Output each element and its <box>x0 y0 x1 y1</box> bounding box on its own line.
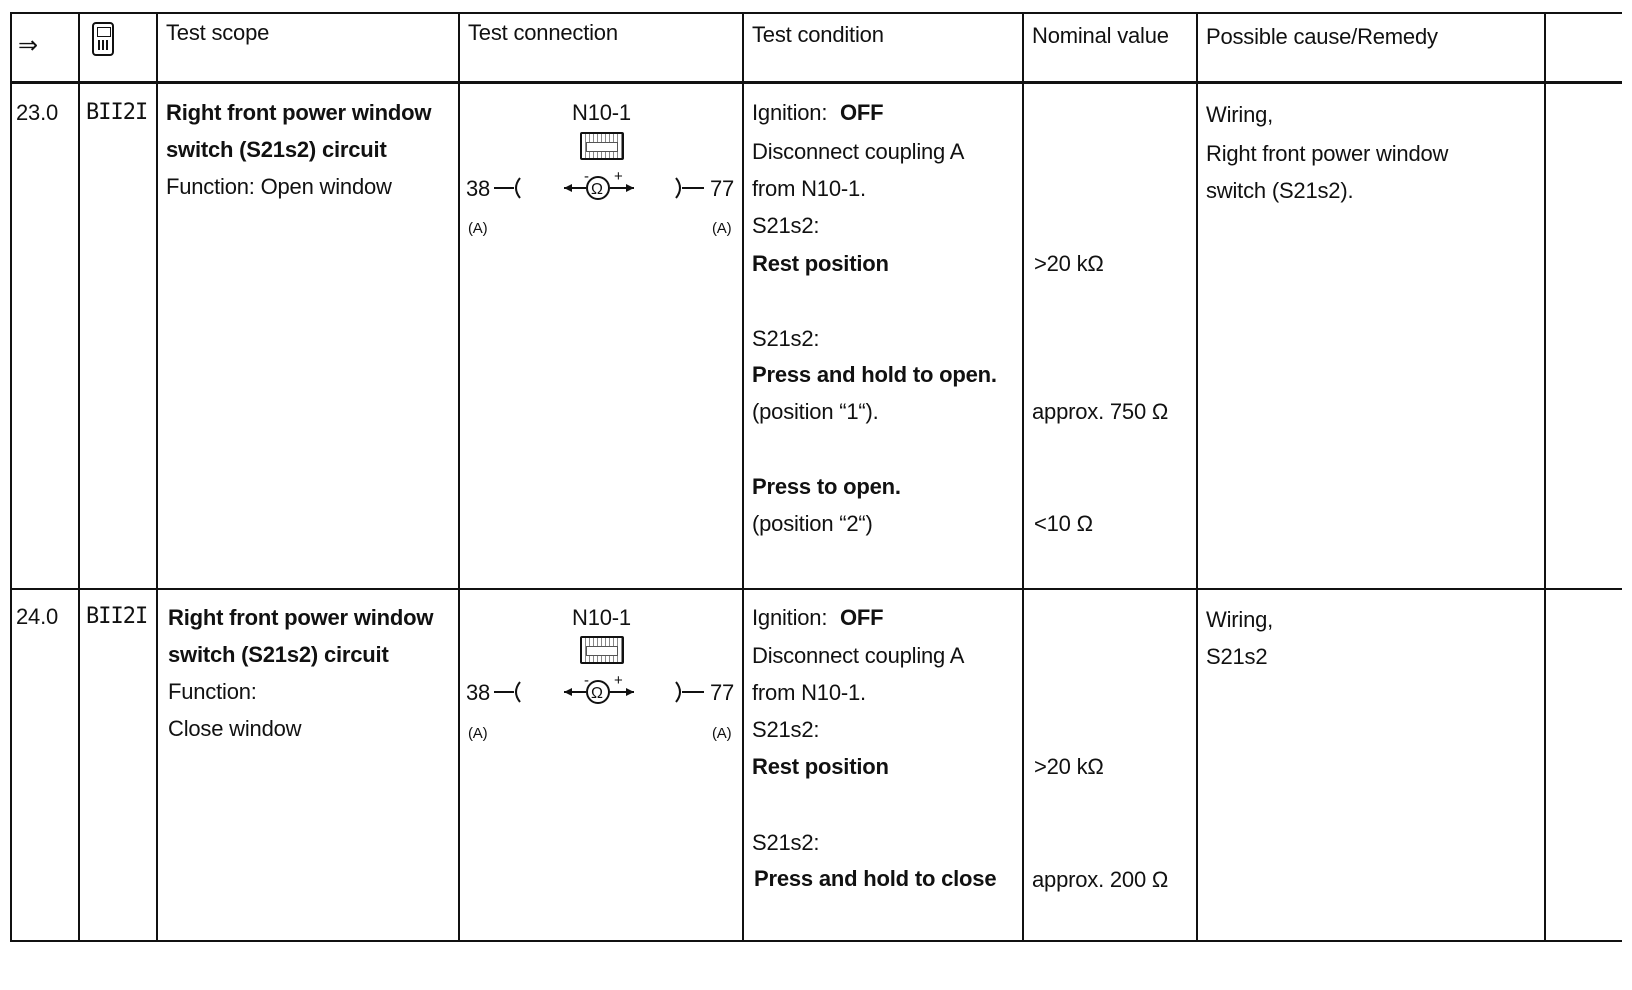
cause-text: Wiring, <box>1206 102 1274 127</box>
coupling-left: (A) <box>468 220 488 237</box>
header-possible-cause: Possible cause/Remedy <box>1206 24 1438 49</box>
pin-left: 38 <box>466 680 491 705</box>
condition-label: Ignition: <box>752 605 828 630</box>
scope-title: switch (S21s2) circuit <box>166 137 387 162</box>
condition-value: OFF <box>840 605 884 630</box>
pin-right: 77 <box>710 176 735 201</box>
nominal-value: approx. 750 Ω <box>1032 399 1169 424</box>
meter-ohm-label: Ω <box>591 685 603 702</box>
col-divider-condition <box>1022 12 1024 942</box>
table-bottom-border <box>10 940 1622 942</box>
row-divider <box>10 588 1622 590</box>
header-bottom-border <box>10 81 1622 84</box>
scope-title: Right front power window <box>166 100 432 125</box>
col-divider-connection <box>742 12 744 942</box>
scope-title: switch (S21s2) circuit <box>168 642 389 667</box>
cause-text: Right front power window <box>1206 141 1449 166</box>
meter-ohm-label: Ω <box>591 181 603 198</box>
condition-text: Disconnect coupling A <box>752 643 965 668</box>
condition-text: S21s2: <box>752 213 820 238</box>
meter-minus-label: - <box>584 168 589 185</box>
cause-text: Wiring, <box>1206 607 1274 632</box>
table-right-border <box>1544 12 1546 942</box>
condition-text: (position “1“). <box>752 399 879 424</box>
header-test-connection: Test connection <box>468 20 618 45</box>
header-test-scope: Test scope <box>166 20 270 45</box>
col-divider-scope <box>458 12 460 942</box>
meter-plus-label: + <box>614 168 623 185</box>
pin-right: 77 <box>710 680 735 705</box>
meter-plus-label: + <box>614 672 623 689</box>
scope-function: Function: <box>168 679 257 704</box>
arrow-header: ⇒ <box>18 32 38 59</box>
cause-text: switch (S21s2). <box>1206 178 1354 203</box>
step-number: 24.0 <box>16 604 59 629</box>
table-left-border <box>10 12 12 942</box>
coupling-right: (A) <box>712 725 732 742</box>
scope-title: Right front power window <box>168 605 434 630</box>
connection-component: N10-1 <box>572 100 631 125</box>
condition-text: (position “2“) <box>752 511 873 536</box>
nominal-value: <10 Ω <box>1034 511 1093 536</box>
test-code: BII2I <box>86 604 148 629</box>
condition-step: Rest position <box>752 754 889 779</box>
col-divider-step <box>78 12 80 942</box>
condition-text: S21s2: <box>752 326 820 351</box>
condition-step: Press and hold to open. <box>752 362 997 387</box>
control-module-icon <box>580 132 624 160</box>
pin-left: 38 <box>466 176 491 201</box>
condition-step: Rest position <box>752 251 889 276</box>
condition-step: Press to open. <box>752 474 901 499</box>
nominal-value: >20 kΩ <box>1034 754 1104 779</box>
connection-component: N10-1 <box>572 605 631 630</box>
test-code: BII2I <box>86 100 148 125</box>
coupling-right: (A) <box>712 220 732 237</box>
condition-value: OFF <box>840 100 884 125</box>
scope-function: Close window <box>168 716 302 741</box>
condition-text: S21s2: <box>752 830 820 855</box>
condition-step: Press and hold to close <box>754 866 997 891</box>
control-module-icon <box>580 636 624 664</box>
col-divider-code <box>156 12 158 942</box>
col-divider-nominal <box>1196 12 1198 942</box>
scope-function: Function: Open window <box>166 174 392 199</box>
condition-text: S21s2: <box>752 717 820 742</box>
header-test-condition: Test condition <box>752 22 884 47</box>
nominal-value: approx. 200 Ω <box>1032 867 1169 892</box>
tester-device-icon <box>92 22 114 56</box>
meter-minus-label: - <box>584 672 589 689</box>
step-number: 23.0 <box>16 100 59 125</box>
condition-label: Ignition: <box>752 100 828 125</box>
header-nominal-value: Nominal value <box>1032 23 1169 48</box>
coupling-left: (A) <box>468 725 488 742</box>
condition-text: Disconnect coupling A <box>752 139 965 164</box>
condition-text: from N10-1. <box>752 176 866 201</box>
table-top-border <box>10 12 1622 14</box>
nominal-value: >20 kΩ <box>1034 251 1104 276</box>
condition-text: from N10-1. <box>752 680 866 705</box>
cause-text: S21s2 <box>1206 644 1268 669</box>
